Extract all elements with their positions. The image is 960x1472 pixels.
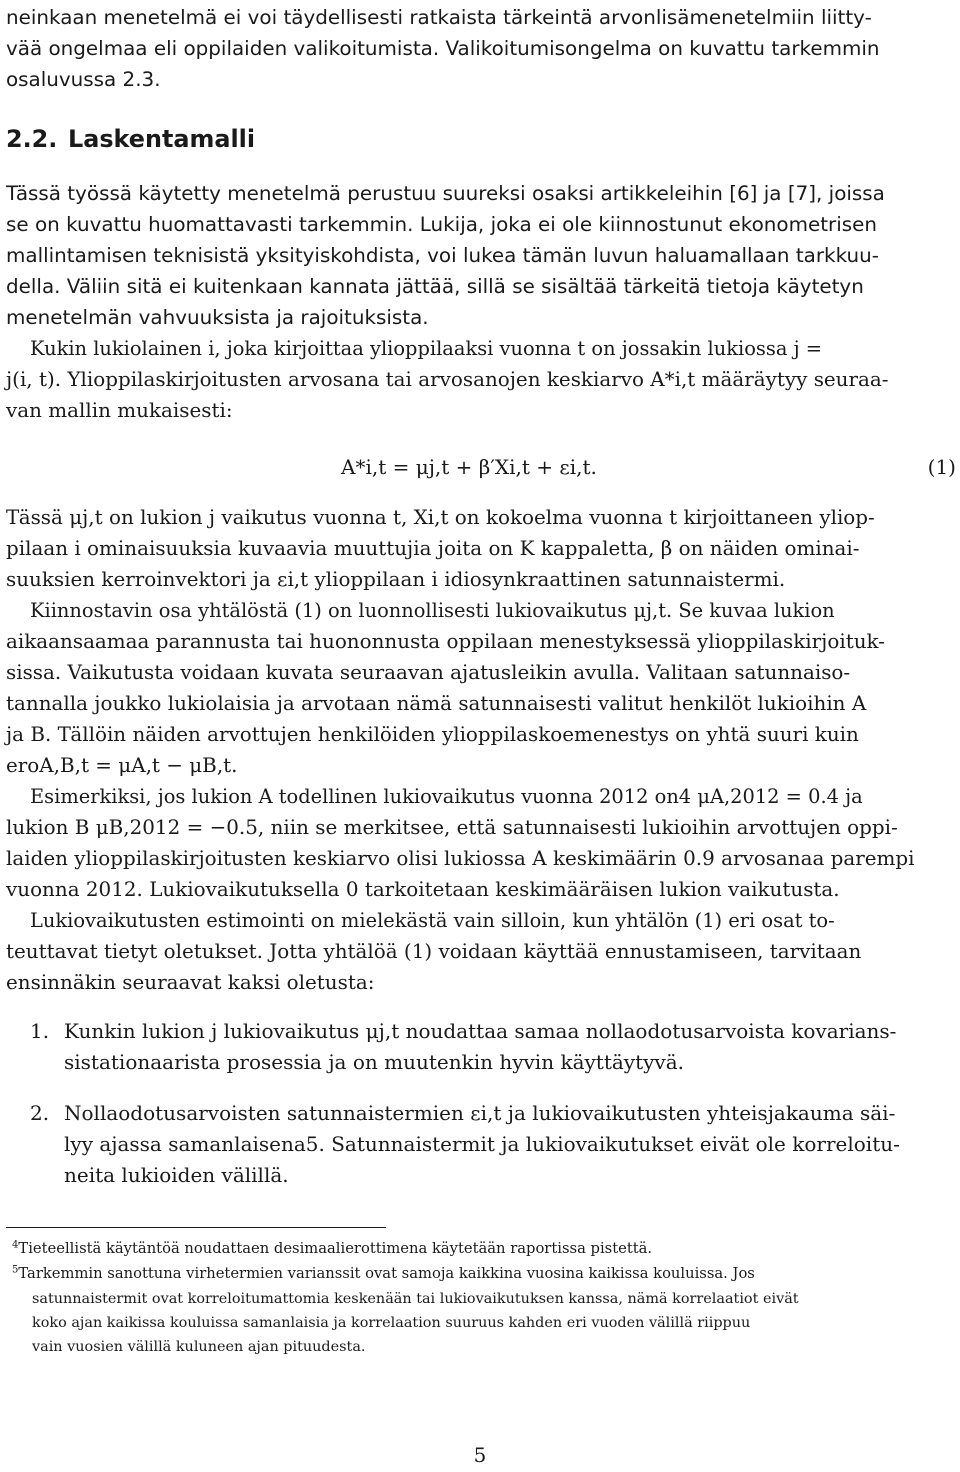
body-line: Lukiovaikutusten estimointi on mielekästä vain silloin, kun yhtälön (1) eri osat to- xyxy=(30,909,835,932)
list-marker: 2. xyxy=(30,1101,50,1125)
body-line: mallintamisen teknisistä yksityiskohdista, voi lukea tämän luvun haluamallaan tarkkuu- xyxy=(6,244,879,267)
body-line: Kukin lukiolainen i, joka kirjoittaa ylioppilaaksi vuonna t on jossakin lukiossa j = xyxy=(30,337,823,360)
body-line: vää ongelmaa eli oppilaiden valikoitumista. Valikoitumisongelma on kuvattu tarkemmin xyxy=(6,37,880,60)
body-line: ensinnäkin seuraavat kaksi oletusta: xyxy=(6,971,375,994)
body-line: se on kuvattu huomattavasti tarkemmin. Lukija, joka ei ole kiinnostunut ekonometrisen xyxy=(6,213,877,236)
body-line: teuttavat tietyt oletukset. Jotta yhtälöä (1) voidaan käyttää ennustamiseen, tarvitaan xyxy=(6,940,862,963)
body-line: lukion B μB,2012 = −0.5, niin se merkitsee, että satunnaisesti lukioihin arvottujen oppi- xyxy=(6,816,898,839)
equation-body: A*i,t = μj,t + β′Xi,t + εi,t. xyxy=(341,455,597,479)
section-title: Laskentamalli xyxy=(68,125,256,153)
footnote-line: koko ajan kaikissa kouluissa samanlaisia ja korrelaation suuruus kahden eri vuoden välillä riippuu xyxy=(32,1315,751,1331)
body-line: neinkaan menetelmä ei voi täydellisesti ratkaista tärkeintä arvonlisämenetelmiin liitty- xyxy=(6,6,872,29)
equation-number: (1) xyxy=(927,455,956,479)
footnote-mark: 5 xyxy=(12,1264,19,1276)
body-line: sissa. Vaikutusta voidaan kuvata seuraavan ajatusleikin avulla. Valitaan satunnaiso- xyxy=(6,661,851,684)
body-line: pilaan i ominaisuuksia kuvaavia muuttujia joita on K kappaletta, β on näiden ominai- xyxy=(6,537,860,560)
page-number: 5 xyxy=(473,1443,487,1467)
body-line: laiden ylioppilaskirjoitusten keskiarvo olisi lukiossa A keskimäärin 0.9 arvosanaa parempi xyxy=(6,847,915,870)
footnote-text: Tarkemmin sanottuna virhetermien varianssit ovat samoja kaikkina vuosina kaikissa kouluissa. Jos xyxy=(18,1265,755,1282)
body-line: tannalla joukko lukiolaisia ja arvotaan nämä satunnaisesti valitut henkilöt lukioihin A xyxy=(6,692,867,715)
list-line: neita lukioiden välillä. xyxy=(64,1163,289,1187)
body-line: Esimerkiksi, jos lukion A todellinen lukiovaikutus vuonna 2012 on4 μA,2012 = 0.4 ja xyxy=(30,785,863,808)
body-line: van mallin mukaisesti: xyxy=(6,399,233,422)
body-line: Tässä työssä käytetty menetelmä perustuu suureksi osaksi artikkeleihin [6] ja [7], joissa xyxy=(6,182,885,205)
display-equation xyxy=(0,452,960,486)
list-line: Nollaodotusarvoisten satunnaistermien εi,t ja lukiovaikutusten yhteisjakauma säi- xyxy=(64,1101,896,1125)
footnote-5 xyxy=(12,1262,957,1287)
section-number: 2.2. xyxy=(6,125,58,153)
body-line: della. Väliin sitä ei kuitenkaan kannata jättää, sillä se sisältää tärkeitä tietoja käytetyn xyxy=(6,275,864,298)
body-line: menetelmän vahvuuksista ja rajoituksista. xyxy=(6,306,429,329)
body-line: suuksien kerroinvektori ja εi,t ylioppilaan i idiosynkraattinen satunnaistermi. xyxy=(6,568,786,591)
footnote-line: vain vuosien välillä kuluneen ajan pituudesta. xyxy=(32,1339,366,1355)
section-heading xyxy=(6,124,956,156)
list-line: lyy ajassa samanlaisena5. Satunnaistermit ja lukiovaikutukset eivät ole korreloitu- xyxy=(64,1132,900,1156)
list-line: sistationaarista prosessia ja on muutenkin hyvin käyttäytyvä. xyxy=(64,1050,684,1074)
footnote-line: satunnaistermit ovat korreloitumattomia keskenään tai lukiovaikutuksen kanssa, nämä korrelaatiot eivät xyxy=(32,1291,799,1307)
body-line: eroA,B,t = μA,t − μB,t. xyxy=(6,754,238,777)
list-line: Kunkin lukion j lukiovaikutus μj,t noudattaa samaa nollaodotusarvoista kovarians- xyxy=(64,1019,897,1043)
footnote-mark: 4 xyxy=(12,1239,19,1251)
body-line: Tässä μj,t on lukion j vaikutus vuonna t, Xi,t on kokoelma vuonna t kirjoittaneen yliop- xyxy=(6,506,875,529)
body-line: Kiinnostavin osa yhtälöstä (1) on luonnollisesti lukiovaikutus μj,t. Se kuvaa lukion xyxy=(30,599,835,622)
body-line: aikaansaamaa parannusta tai huononnusta oppilaan menestyksessä ylioppilaskirjoituk- xyxy=(6,630,885,653)
footnote-4 xyxy=(12,1237,957,1262)
body-line: j(i, t). Ylioppilaskirjoitusten arvosana tai arvosanojen keskiarvo A*i,t määräytyy seuraa- xyxy=(6,368,889,391)
body-line: osaluvussa 2.3. xyxy=(6,68,161,91)
list-marker: 1. xyxy=(30,1019,50,1043)
footnote-text: Tieteellistä käytäntöä noudattaen desimaalierottimena käytetään raportissa pistettä. xyxy=(18,1240,653,1257)
footnote-rule xyxy=(6,1227,386,1228)
body-line: ja B. Tällöin näiden arvottujen henkilöiden ylioppilaskoemenestys on yhtä suuri kuin xyxy=(6,723,859,746)
body-line: vuonna 2012. Lukiovaikutuksella 0 tarkoitetaan keskimääräisen lukion vaikutusta. xyxy=(6,878,840,901)
